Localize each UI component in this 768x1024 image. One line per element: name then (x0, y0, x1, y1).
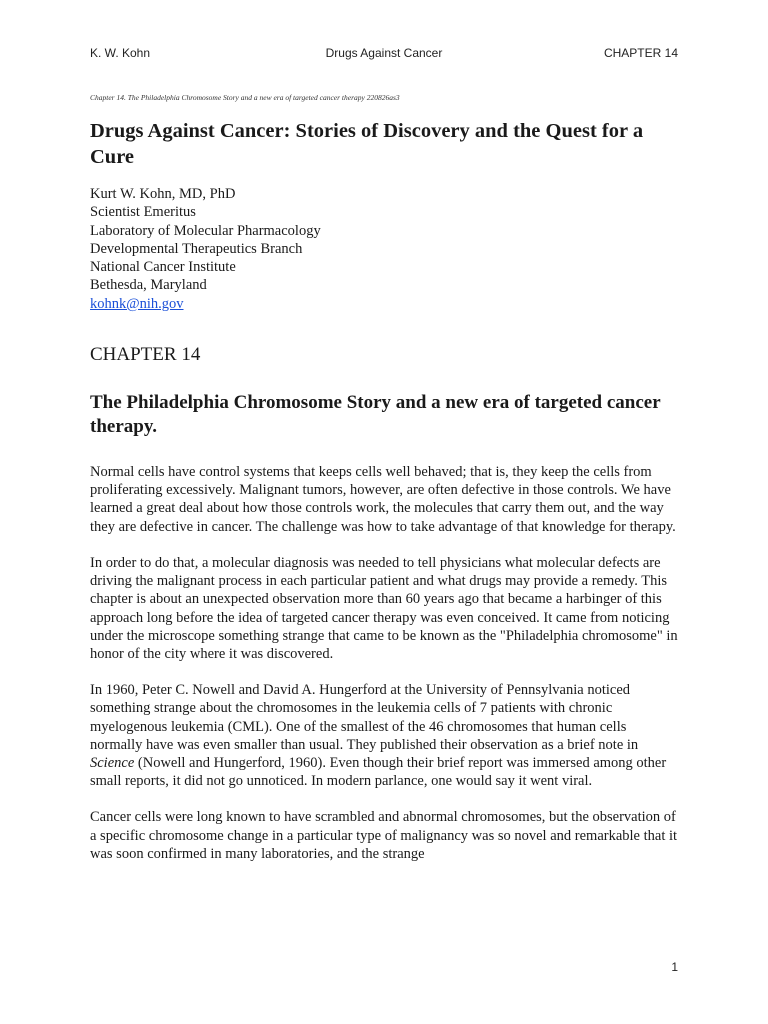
page-number: 1 (671, 960, 678, 974)
header-chapter: CHAPTER 14 (603, 46, 678, 60)
header-book-title: Drugs Against Cancer (325, 46, 443, 60)
body-text (90, 463, 682, 863)
paragraph-3-text-a: In 1960, Peter C. Nowell and David A. Hungerford at the University of Pennsylvania noticed something strange about the chromosomes in the leukemia cells of 7 patients with chronic myelogenous leukemia (CML). One of the smallest of the 46 chromosomes that human cells normally have was even smaller than usual. They published their observation as a brief note in (90, 682, 639, 753)
author-branch: Developmental Therapeutics Branch (90, 240, 303, 257)
running-header (90, 46, 678, 64)
author-lab: Laboratory of Molecular Pharmacology (90, 222, 321, 239)
chapter-label: CHAPTER 14 (90, 344, 201, 366)
author-email-link[interactable]: kohnk@nih.gov (90, 295, 184, 312)
paragraph-1: Normal cells have control systems that keeps cells well behaved; that is, they keep the cells from proliferating excessively. Malignant tumors, however, are often defective in those controls. We have learned a great deal about how those controls work, the molecules that carry them out, and the way they are defective in cancer. The challenge was how to take advantage of that knowledge for therapy. (90, 464, 676, 535)
book-title: Drugs Against Cancer: Stories of Discovery and the Quest for a Cure (90, 120, 644, 168)
paragraph-4: Cancer cells were long known to have scrambled and abnormal chromosomes, but the observation of a specific chromosome change in a particular type of malignancy was so novel and remarkable that it was soon confirmed in many laboratories, and the strange (90, 809, 678, 862)
header-author: K. W. Kohn (90, 46, 151, 60)
chapter-title: The Philadelphia Chromosome Story and a new era of targeted cancer therapy. (90, 392, 661, 438)
author-location: Bethesda, Maryland (90, 277, 207, 294)
author-position: Scientist Emeritus (90, 204, 196, 221)
journal-name: Science (90, 754, 135, 771)
author-name: Kurt W. Kohn, MD, PhD (90, 186, 236, 202)
author-block (90, 185, 682, 313)
main-content (90, 118, 682, 881)
author-institute: National Cancer Institute (90, 259, 236, 276)
paragraph-3-text-b: (Nowell and Hungerford, 1960). Even though their brief report was immersed among other small reports, it did not go unnoticed. In modern parlance, one would say it went viral. (90, 754, 667, 790)
file-note: Chapter 14. The Philadelphia Chromosome Story and a new era of targeted cancer therapy 220826as3 (90, 93, 400, 102)
paragraph-3 (90, 681, 682, 790)
paragraph-2: In order to do that, a molecular diagnosis was needed to tell physicians what molecular defects are driving the malignant process in each particular patient and what drugs may provide a remedy. This chapter is about an unexpected observation more than 60 years ago that became a harbinger of this approach long before the idea of targeted cancer therapy was even conceived. It came from noticing under the microscope something strange that came to be known as the "Philadelphia chromosome" in honor of the city where it was discovered. (90, 554, 678, 662)
